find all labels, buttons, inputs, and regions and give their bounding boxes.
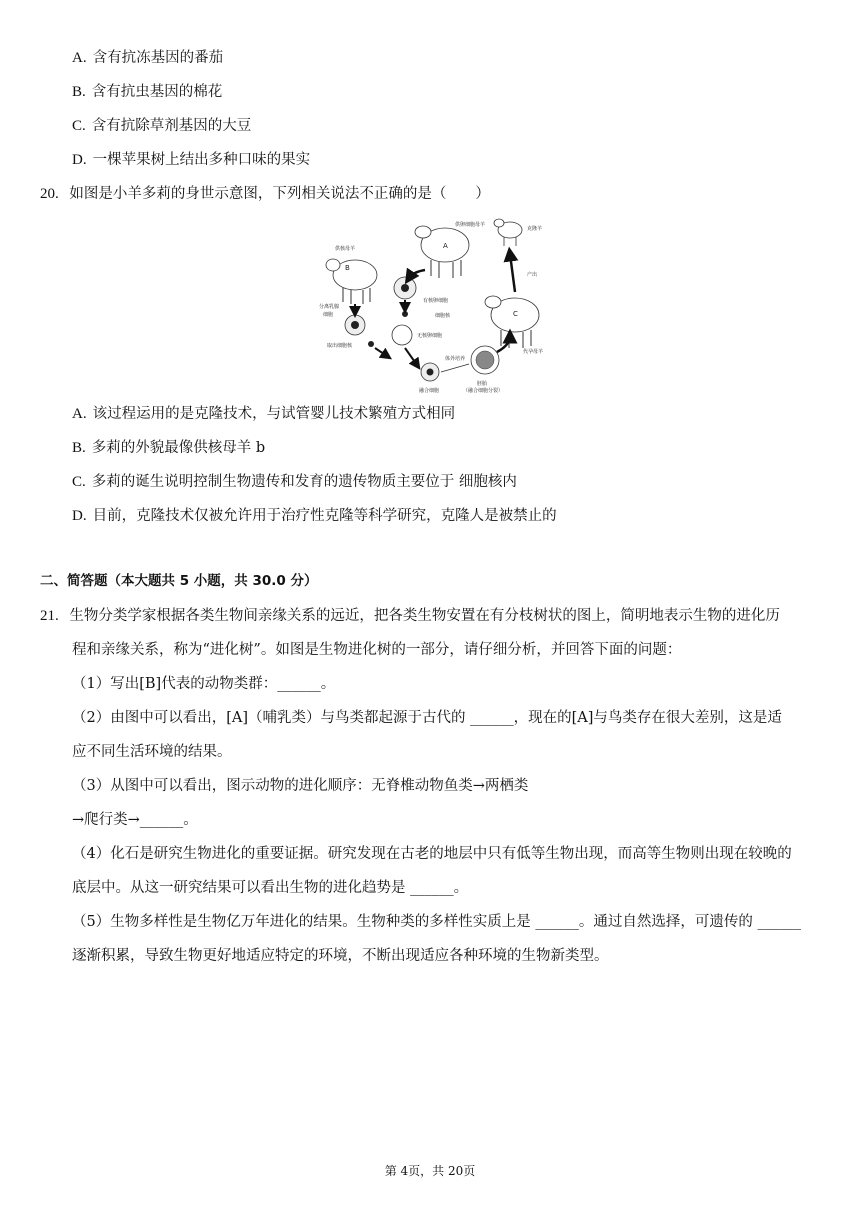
q21-part4-line1: （4）化石是研究生物进化的重要证据。研究发现在古老的地层中只有低等生物出现，而高等生物则出现在较晚的	[72, 846, 792, 862]
enucleated-egg-icon	[392, 325, 412, 345]
fig-label-fused-cell: 融合细胞	[419, 388, 440, 394]
cloned-lamb-icon	[494, 219, 522, 246]
fig-label-birth: 产出	[527, 272, 538, 278]
q20-option-d: D. 目前，克隆技术仅被允许用于治疗性克隆等科学研究，克隆人是被禁止的	[72, 508, 557, 524]
q21-part4-line2: 底层中。从这一研究结果可以看出生物的进化趋势是 ______。	[72, 880, 469, 896]
fig-label-donor-egg: 供卵细胞母羊	[455, 222, 486, 228]
fig-label-clone: 克隆羊	[527, 226, 543, 232]
fig-label-extract-nucleus: 取出细胞核	[327, 343, 353, 349]
q21-part2-line2: 应不同生活环境的结果。	[72, 744, 232, 760]
fig-label-separate: 分离乳腺	[319, 304, 340, 310]
fig-label-c: C	[513, 310, 518, 318]
fig-label-surrogate: 代孕母羊	[523, 349, 544, 355]
dolly-cloning-diagram	[305, 210, 555, 400]
q21-part3-line2: →爬行类→______。	[72, 812, 198, 828]
q21-part1: （1）写出[B]代表的动物类群：______。	[72, 676, 336, 692]
q19-option-d: D. 一棵苹果树上结出多种口味的果实	[72, 152, 311, 168]
q21-stem-line1: 21. 生物分类学家根据各类生物间亲缘关系的远近，把各类生物安置在有分枝树状的图上，简明地表示生物的进化历	[40, 608, 780, 624]
q20-option-a: A. 该过程运用的是克隆技术，与试管婴儿技术繁殖方式相同	[72, 406, 456, 422]
fig-label-nucleated-egg: 有核卵细胞	[423, 298, 449, 304]
fig-label-embryo: 胚胎	[477, 381, 488, 387]
extracted-nucleus-icon	[368, 341, 374, 347]
q21-part2-line1: （2）由图中可以看出，[A]（哺乳类）与鸟类都起源于古代的 ______，现在的[A]与鸟类存在很大差别，这是适	[72, 710, 782, 726]
q19-option-b: B. 含有抗虫基因的棉花	[72, 84, 223, 100]
page-footer: 第 4页，共 20页	[384, 1164, 476, 1178]
q19-option-c: C. 含有抗除草剂基因的大豆	[72, 118, 252, 134]
q20-option-c: C. 多莉的诞生说明控制生物遗传和发育的遗传物质主要位于 细胞核内	[72, 474, 517, 490]
fig-label-b: B	[345, 264, 350, 272]
sheep-b-icon	[326, 259, 377, 304]
q21-stem-line2: 程和亲缘关系，称为“进化树”。如图是生物进化树的一部分，请仔细分析，并回答下面的问题：	[72, 642, 682, 658]
q19-option-a: A. 含有抗冻基因的番茄	[72, 50, 224, 66]
q21-part3-line1: （3）从图中可以看出，图示动物的进化顺序：无脊椎动物鱼类→两栖类	[72, 778, 529, 794]
q21-part5-line1: （5）生物多样性是生物亿万年进化的结果。生物种类的多样性实质上是 ______。通过自然选择，可遗传的 ______	[72, 914, 801, 930]
fig-label-a: A	[443, 242, 448, 250]
fig-label-donor-nucleus: 供核母羊	[335, 246, 356, 252]
fig-label-cell: 细胞	[323, 312, 334, 318]
fig-label-embryo-note: （融合细胞分裂）	[463, 388, 504, 394]
fig-label-nucleus: 细胞核	[435, 313, 451, 319]
q21-part5-line2: 逐渐积累，导致生物更好地适应特定的环境，不断出现适应各种环境的生物新类型。	[72, 948, 609, 964]
removed-nucleus-icon	[402, 311, 408, 317]
q20-stem: 20. 如图是小羊多莉的身世示意图，下列相关说法不正确的是（ ）	[40, 186, 490, 202]
q20-option-b: B. 多莉的外貌最像供核母羊 b	[72, 440, 266, 456]
fig-label-in-vitro: 体外培养	[445, 356, 466, 362]
section-2-heading: 二、简答题（本大题共 5 小题，共 30.0 分）	[40, 573, 318, 589]
sheep-c-icon	[485, 296, 539, 348]
fig-label-enucleated-egg: 无核卵细胞	[417, 333, 443, 339]
